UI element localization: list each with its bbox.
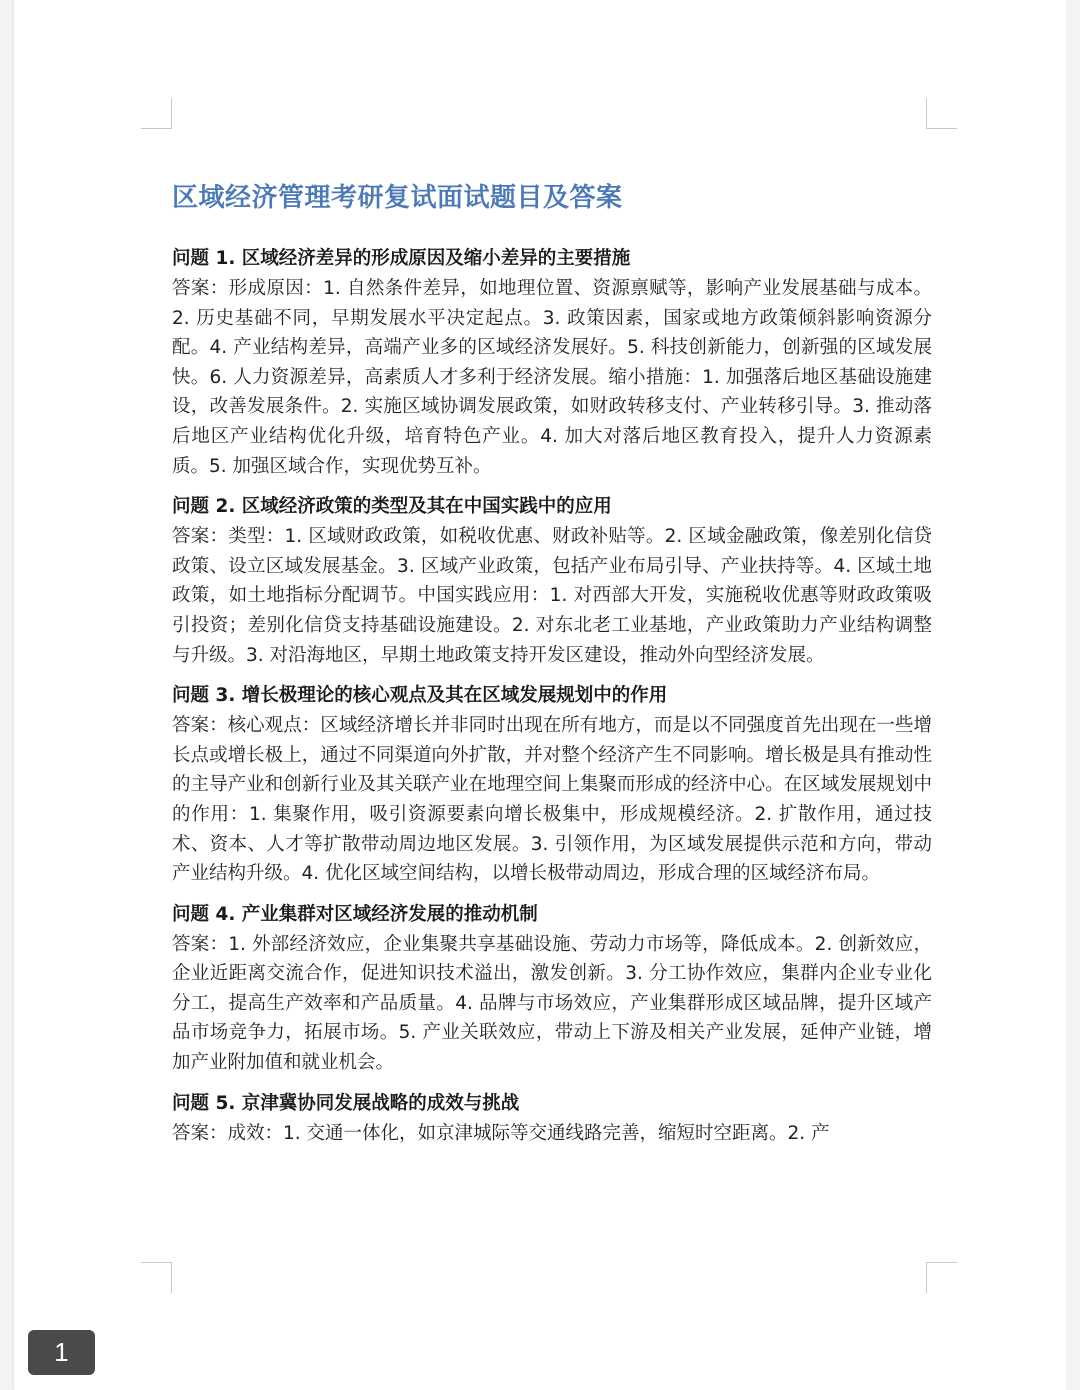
question-heading: 问题 5. 京津冀协同发展战略的成效与挑战: [172, 1092, 520, 1114]
document-body[interactable]: [172, 178, 932, 1248]
answer-paragraph: 答案：成效：1. 交通一体化，如京津城际等交通线路完善，缩短时空距离。2. 产: [172, 1122, 830, 1144]
question-heading: 问题 2. 区域经济政策的类型及其在中国实践中的应用: [172, 496, 612, 518]
document-page: [14, 0, 1066, 1390]
question-heading: 问题 4. 产业集群对区域经济发展的推动机制: [172, 903, 538, 925]
answer-paragraph: 答案：类型：1. 区域财政政策，如税收优惠、财政补贴等。2. 区域金融政策，像差别化信贷政策、设立区域发展基金。3. 区域产业政策，包括产业布局引导、产业扶持等。4. 区域土地政策，如土地指标分配调节。中国实践应用：1. 对西部大开发，实施税收优惠等财政政策吸引投资；差别化信贷支持基础设施建设。2. 对东北老工业基地，产业政策助力产业结构调整与升级。3. 对沿海地区，早期土地政策支持开发区建设，推动外向型经济发展。: [172, 526, 932, 666]
answer-paragraph: 答案：1. 外部经济效应，企业集聚共享基础设施、劳动力市场等，降低成本。2. 创新效应，企业近距离交流合作，促进知识技术溢出，激发创新。3. 分工协作效应，集群内企业专业化分工，提高生产效率和产品质量。4. 品牌与市场效应，产业集群形成区域品牌，提升区域产品市场竞争力，拓展市场。5. 产业关联效应，带动上下游及相关产业发展，延伸产业链，增加产业附加值和就业机会。: [172, 933, 932, 1074]
qa-item-5: [172, 1089, 932, 1149]
page-margin-corner-bottom-right: [926, 1262, 957, 1293]
answer-paragraph: 答案：形成原因：1. 自然条件差异，如地理位置、资源禀赋等，影响产业发展基础与成本。2. 历史基础不同，早期发展水平决定起点。3. 政策因素，国家或地方政策倾斜影响资源分配。4. 产业结构差异，高端产业多的区域经济发展好。5. 科技创新能力，创新强的区域发展快。6. 人力资源差异，高素质人才多利于经济发展。缩小措施：1. 加强落后地区基础设施建设，改善发展条件。2. 实施区域协调发展政策，如财政转移支付、产业转移引导。3. 推动落后地区产业结构优化升级，培育特色产业。4. 加大对落后地区教育投入，提升人力资源素质。5. 加强区域合作，实现优势互补。: [172, 278, 932, 477]
question-heading: 问题 1. 区域经济差异的形成原因及缩小差异的主要措施: [172, 248, 631, 269]
answer-paragraph: 答案：核心观点：区域经济增长并非同时出现在所有地方，而是以不同强度首先出现在一些增长点或增长极上，通过不同渠道向外扩散，并对整个经济产生不同影响。增长极是具有推动性的主导产业和创新行业及其关联产业在地理空间上集聚而形成的经济中心。在区域发展规划中的作用：1. 集聚作用，吸引资源要素向增长极集中，形成规模经济。2. 扩散作用，通过技术、资本、人才等扩散带动周边地区发展。3. 引领作用，为区域发展提供示范和方向，带动产业结构升级。4. 优化区域空间结构，以增长极带动周边，形成合理的区域经济布局。: [172, 715, 932, 885]
qa-item-2: [172, 492, 932, 670]
question-heading: 问题 3. 增长极理论的核心观点及其在区域发展规划中的作用: [172, 685, 668, 707]
page-margin-corner-bottom-left: [141, 1262, 172, 1293]
qa-item-4: [172, 900, 932, 1078]
qa-item-1: [172, 244, 932, 481]
scrollbar-track[interactable]: [1066, 0, 1080, 1390]
page-number-badge: 1: [28, 1330, 95, 1375]
page-margin-corner-top-right: [926, 98, 957, 129]
page-margin-corner-top-left: [141, 98, 172, 129]
qa-item-3: [172, 681, 932, 889]
document-title: 区域经济管理考研复试面试题目及答案: [172, 183, 623, 213]
